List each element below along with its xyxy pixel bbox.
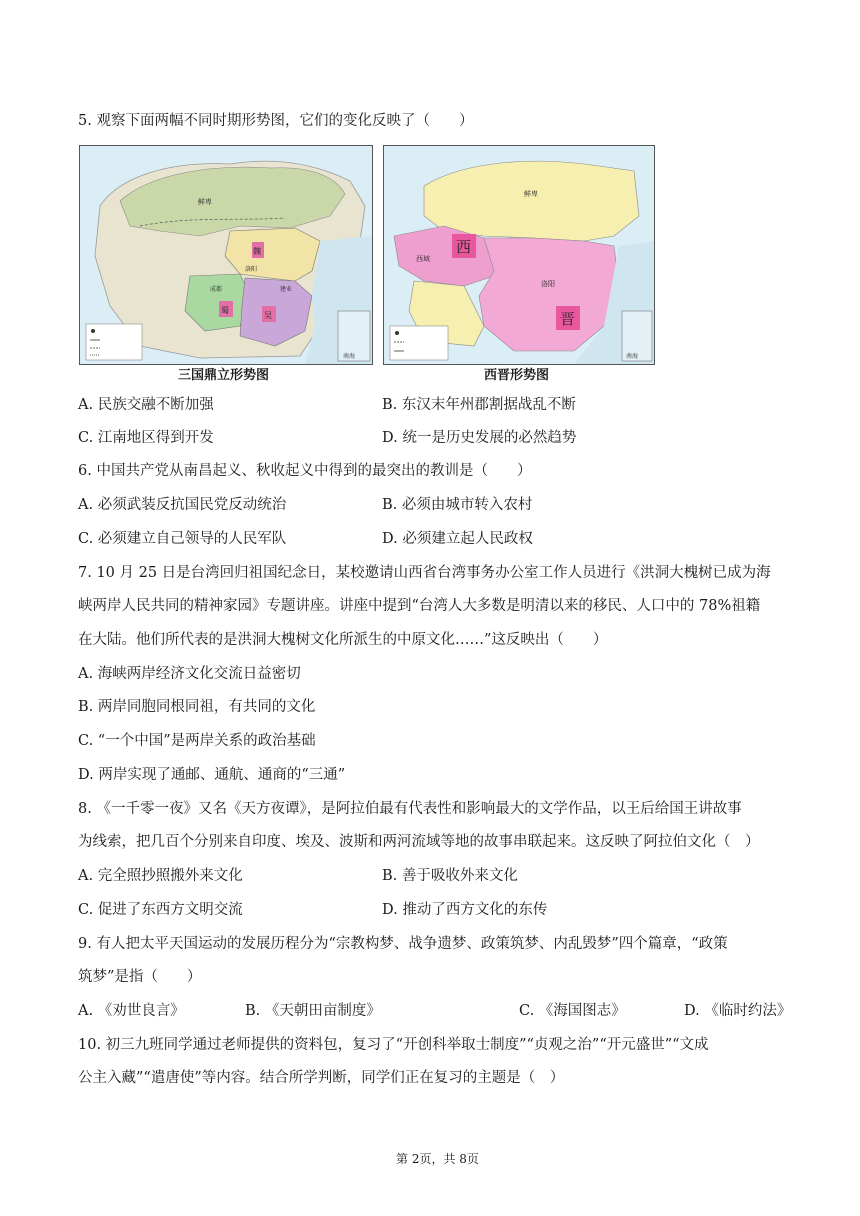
q8-stem-line-1: 8. 《一千零一夜》又名《天方夜谭》，是阿拉伯最有代表性和影响最大的文学作品，以王后给国王讲故事 [78,801,742,817]
map-label-wu: 吴 [264,311,272,320]
q7-stem-line-3: 在大陆。他们所代表的是洪洞大槐树文化所派生的中原文化……”这反映出（ ） [78,632,608,648]
q9-stem-line-1: 9. 有人把太平天国运动的发展历程分为“宗教构梦、战争遗梦、政策筑梦、内乱毁梦”四个篇章，“政策 [78,936,728,952]
q5-option-c: C. 江南地区得到开发 [78,430,214,446]
q7-stem-line-1: 7. 10 月 25 日是台湾回归祖国纪念日，某校邀请山西省台湾事务办公室工作人员进行《洪洞大槐树已成为海 [78,565,771,581]
map-label-shu: 蜀 [221,306,229,315]
q6-stem: 6. 中国共产党从南昌起义、秋收起义中得到的最突出的教训是（ ） [78,463,532,479]
map-label-xianbei: 鲜卑 [198,198,212,206]
q5-option-d: D. 统一是历史发展的必然趋势 [382,430,577,446]
q9-option-a: A. 《劝世良言》 [78,1003,185,1019]
q9-option-d: D. 《临时约法》 [684,1003,792,1019]
q5-stem: 5. 观察下面两幅不同时期形势图，它们的变化反映了（ ） [78,113,474,129]
map-label-luoyang-right: 洛阳 [541,280,555,288]
three-kingdoms-map-caption: 三国鼎立形势图 [178,368,270,383]
q10-stem-line-1: 10. 初三九班同学通过老师提供的资料包，复习了“开创科举取士制度”“贞观之治”“开元盛世”“文成 [78,1037,709,1053]
q8-option-a: A. 完全照抄照搬外来文化 [78,868,243,884]
map-label-jin: 晋 [560,310,576,328]
map-label-nanhai-right: 南海 [626,353,639,360]
q9-option-c: C. 《海国图志》 [519,1003,626,1019]
three-kingdoms-map [79,145,373,365]
q5-option-a: A. 民族交融不断加强 [78,397,214,413]
q7-option-d: D. 两岸实现了通邮、通航、通商的“三通” [78,767,346,783]
q6-option-a: A. 必须武装反抗国民党反动统治 [78,497,287,513]
map-label-xiyu: 西域 [416,255,430,263]
q5-option-b: B. 东汉末年州郡割据战乱不断 [382,397,576,413]
map-label-nanhai-left: 南海 [343,353,356,360]
q9-option-b: B. 《天朝田亩制度》 [245,1003,381,1019]
page-number-footer: 第 2页，共 8页 [396,1152,479,1166]
western-jin-map [383,145,655,365]
q7-option-c: C. “一个中国”是两岸关系的政治基础 [78,733,316,749]
map-label-jianye: 建业 [280,286,293,293]
q7-stem-line-2: 峡两岸人民共同的精神家园》专题讲座。讲座中提到“台湾人大多数是明清以来的移民、人口中的 78%祖籍 [78,598,761,614]
western-jin-map-caption: 西晋形势图 [484,368,550,383]
q8-option-d: D. 推动了西方文化的东传 [382,902,548,918]
q8-option-b: B. 善于吸收外来文化 [382,868,518,884]
q9-stem-line-2: 筑梦”是指（ ） [78,969,202,985]
q7-option-b: B. 两岸同胞同根同祖，有共同的文化 [78,699,316,715]
map-label-xianbei-right: 鲜卑 [524,190,538,198]
map-label-wei: 魏 [253,247,261,256]
q8-option-c: C. 促进了东西方文明交流 [78,902,243,918]
q10-stem-line-2: 公主入藏”“遣唐使”等内容。结合所学判断，同学们正在复习的主题是（ ） [78,1070,565,1086]
map-label-chengdu: 成都 [210,286,223,293]
map-label-luoyang-left: 洛阳 [245,266,258,273]
q8-stem-line-2: 为线索，把几百个分别来自印度、埃及、波斯和两河流域等地的故事串联起来。这反映了阿拉伯文化（ ） [78,834,760,850]
q7-option-a: A. 海峡两岸经济文化交流日益密切 [78,666,301,682]
q6-option-b: B. 必须由城市转入农村 [382,497,533,513]
map-label-xi: 西 [456,238,472,256]
q6-option-c: C. 必须建立自己领导的人民军队 [78,531,287,547]
q6-option-d: D. 必须建立起人民政权 [382,531,533,547]
